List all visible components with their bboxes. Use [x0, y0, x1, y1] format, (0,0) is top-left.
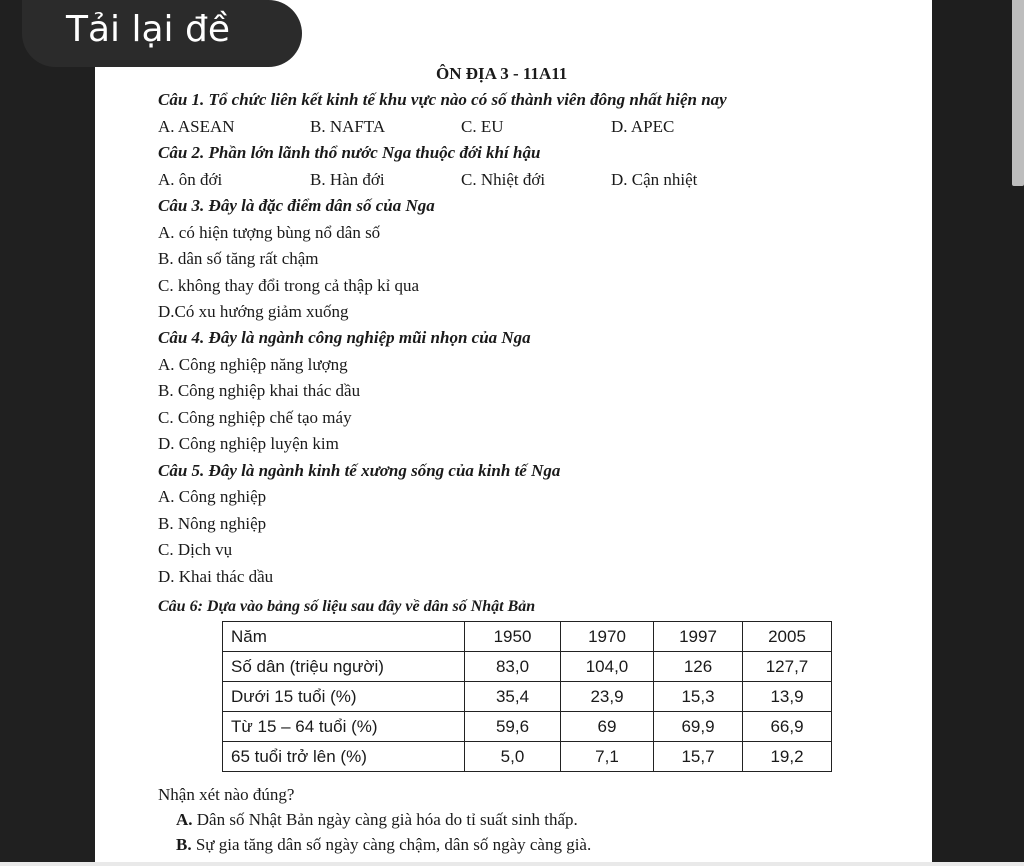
q4-question: Câu 4. Đây là ngành công nghiệp mũi nhọn của Nga — [158, 328, 531, 347]
page-title: ÔN ĐỊA 3 - 11A11 — [436, 64, 568, 83]
q6-answer-b — [176, 835, 591, 855]
scrollbar-thumb[interactable] — [1012, 0, 1024, 186]
table-header-row — [223, 622, 832, 652]
q6-prompt: Nhận xét nào đúng? — [158, 785, 295, 804]
table-cell: 126 — [654, 652, 743, 682]
q2-option-d: D. Cận nhiệt — [611, 170, 698, 189]
answer-letter: B. — [176, 835, 192, 854]
table-header-cell: Năm — [223, 622, 465, 652]
q4-option-b: B. Công nghiệp khai thác dầu — [158, 381, 361, 400]
table-header-cell: 1970 — [561, 622, 654, 652]
table-cell: 69 — [561, 712, 654, 742]
table-cell: 127,7 — [743, 652, 832, 682]
q6-answer-a — [176, 810, 578, 830]
q1-question: Câu 1. Tổ chức liên kết kinh tế khu vực nào có số thành viên đông nhất hiện nay — [158, 90, 727, 109]
population-table — [222, 621, 832, 772]
q5-option-c: C. Dịch vụ — [158, 540, 233, 559]
right-margin — [932, 0, 1024, 866]
q1-option-b: B. NAFTA — [310, 117, 386, 136]
table-cell: 15,3 — [654, 682, 743, 712]
table-header-cell: 1997 — [654, 622, 743, 652]
q1-option-c: C. EU — [461, 117, 504, 136]
table-cell: 35,4 — [465, 682, 561, 712]
table-cell: 13,9 — [743, 682, 832, 712]
q2-option-b: B. Hàn đới — [310, 170, 385, 189]
table-cell: 23,9 — [561, 682, 654, 712]
table-cell: 59,6 — [465, 712, 561, 742]
table-cell: 7,1 — [561, 742, 654, 772]
table-cell: 104,0 — [561, 652, 654, 682]
q5-question: Câu 5. Đây là ngành kinh tế xương sống của kinh tế Nga — [158, 461, 561, 480]
table-cell: 19,2 — [743, 742, 832, 772]
q1-option-a: A. ASEAN — [158, 117, 235, 136]
answer-text: Sự gia tăng dân số ngày càng chậm, dân số ngày càng già. — [191, 835, 592, 854]
table-row — [223, 742, 832, 772]
table-row — [223, 682, 832, 712]
table-row — [223, 652, 832, 682]
q2-question: Câu 2. Phần lớn lãnh thổ nước Nga thuộc đới khí hậu — [158, 143, 541, 162]
q3-option-c: C. không thay đổi trong cả thập kỉ qua — [158, 276, 420, 295]
left-margin — [0, 0, 95, 866]
q6-question: Câu 6: Dựa vào bảng số liệu sau đây về dân số Nhật Bản — [158, 598, 536, 615]
table-row — [223, 712, 832, 742]
q4-option-a: A. Công nghiệp năng lượng — [158, 355, 348, 374]
q3-option-d: D.Có xu hướng giảm xuống — [158, 302, 349, 321]
answer-letter: A. — [176, 810, 193, 829]
q5-option-d: D. Khai thác dầu — [158, 567, 274, 586]
table-cell: 5,0 — [465, 742, 561, 772]
reload-label: Tải lại đề — [66, 9, 231, 50]
table-cell: 83,0 — [465, 652, 561, 682]
q3-option-b: B. dân số tăng rất chậm — [158, 249, 319, 268]
q4-option-c: C. Công nghiệp chế tạo máy — [158, 408, 352, 427]
bottom-edge — [0, 862, 1024, 866]
table-header-cell: 2005 — [743, 622, 832, 652]
reload-exam-button[interactable] — [22, 0, 302, 67]
q3-option-a: A. có hiện tượng bùng nổ dân số — [158, 223, 381, 242]
table-cell: Dưới 15 tuổi (%) — [223, 682, 465, 712]
table-cell: 65 tuổi trở lên (%) — [223, 742, 465, 772]
q5-option-b: B. Nông nghiệp — [158, 514, 267, 533]
q1-option-d: D. APEC — [611, 117, 675, 136]
q2-option-c: C. Nhiệt đới — [461, 170, 546, 189]
q4-option-d: D. Công nghiệp luyện kim — [158, 434, 339, 453]
q5-option-a: A. Công nghiệp — [158, 487, 267, 506]
table-cell: 15,7 — [654, 742, 743, 772]
table-cell: Từ 15 – 64 tuổi (%) — [223, 712, 465, 742]
table-cell: 66,9 — [743, 712, 832, 742]
answer-text: Dân số Nhật Bản ngày càng già hóa do tỉ suất sinh thấp. — [192, 810, 578, 829]
q3-question: Câu 3. Đây là đặc điểm dân số của Nga — [158, 196, 435, 215]
table-cell: Số dân (triệu người) — [223, 652, 465, 682]
table-header-cell: 1950 — [465, 622, 561, 652]
table-cell: 69,9 — [654, 712, 743, 742]
q2-option-a: A. ôn đới — [158, 170, 223, 189]
